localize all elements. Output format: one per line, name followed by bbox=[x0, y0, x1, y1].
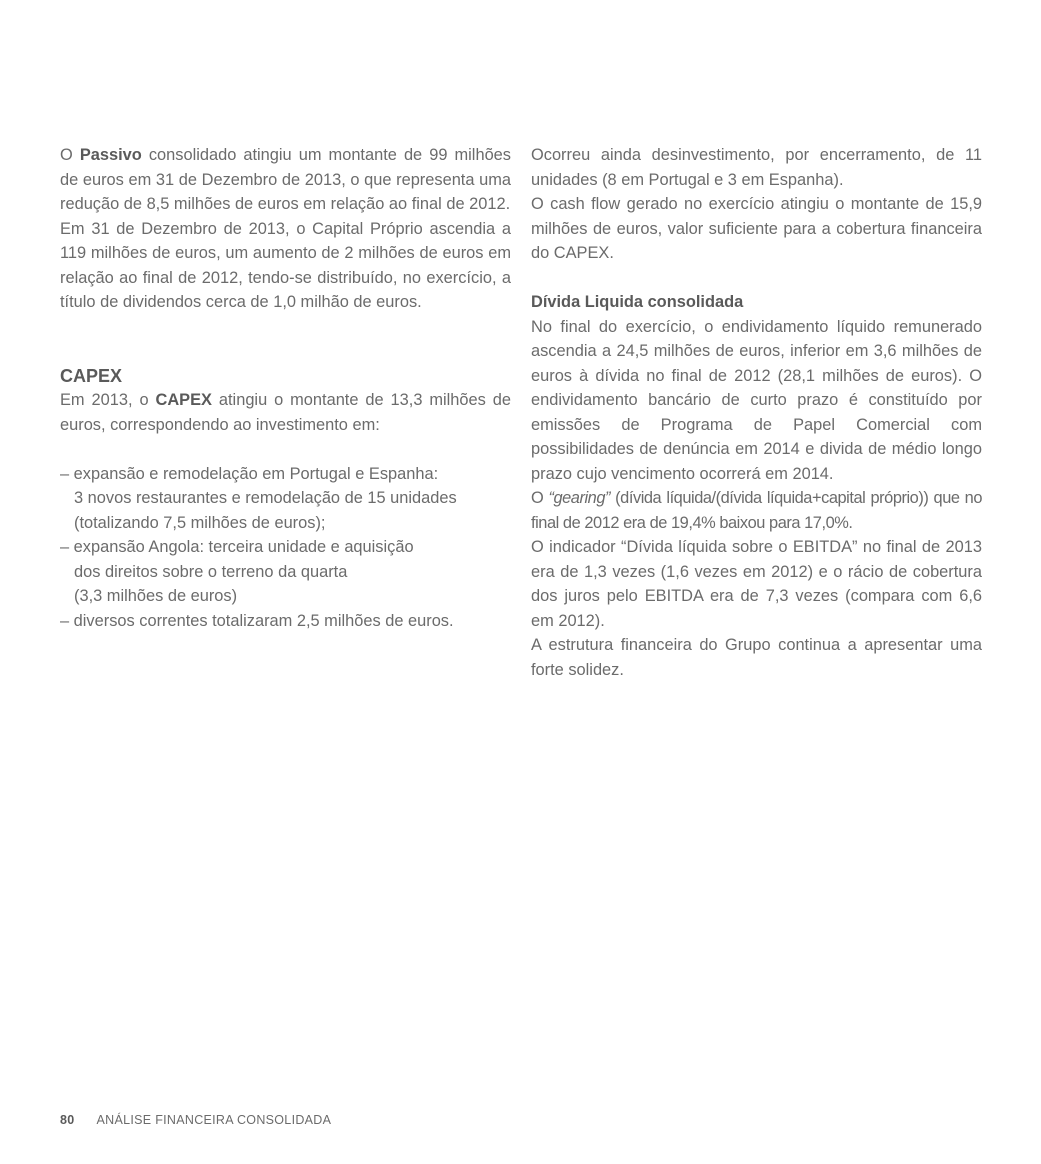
section-title: ANÁLISE FINANCEIRA CONSOLIDADA bbox=[96, 1113, 332, 1127]
left-column bbox=[60, 143, 511, 633]
ebitda-paragraph: O indicador “Dívida líquida sobre o EBITDA” no final de 2013 era de 1,3 vezes (1,6 vezes em 2012) e o rácio de cobertura dos juros pelo EBITDA era de 7,3 vezes (compara com 6,6 em 2012). bbox=[531, 538, 982, 630]
right-column bbox=[531, 143, 982, 682]
cash-flow-paragraph: O cash flow gerado no exercício atingiu o montante de 15,9 milhões de euros, valor suficiente para a cobertura financeira do CAPEX. bbox=[531, 195, 982, 262]
capex-paragraph: Em 2013, o CAPEX atingiu o montante de 13,3 milhões de euros, correspondendo ao investimento em: bbox=[60, 391, 511, 434]
endividamento-paragraph: No final do exercício, o endividamento líquido remunerado ascendia a 24,5 milhões de euros, inferior em 3,6 milhões de euros à dívida no final de 2012 (28,1 milhões de euros). O endividamento bancário de curto prazo é constituído por emissões de Programa de Papel Comercial com possibilidades de denúncia em 2014 e divida de médio longo prazo cujo vencimento ocorrerá em 2014. bbox=[531, 317, 982, 483]
gearing-paragraph: O “gearing” (dívida líquida/(dívida líquida+capital próprio)) que no final de 2012 era de 19,4% baixou para 17,0%. bbox=[531, 489, 983, 532]
passivo-paragraph: O Passivo consolidado atingiu um montante de 99 milhões de euros em 31 de Dezembro de 2013, o que representa uma redução de 8,5 milhões de euros em relação ao final de 2012. bbox=[60, 146, 511, 213]
divida-heading: Dívida Liquida consolidada bbox=[531, 293, 744, 311]
investment-list bbox=[60, 462, 511, 634]
solidez-paragraph: A estrutura financeira do Grupo continua a apresentar uma forte solidez. bbox=[531, 636, 982, 679]
capital-proprio-paragraph: Em 31 de Dezembro de 2013, o Capital Próprio ascendia a 119 milhões de euros, um aumento de 2 milhões de euros em relação ao final de 2012, tendo-se distribuído, no exercício, a título de dividendos cerca de 1,0 milhão de euros. bbox=[60, 219, 511, 311]
list-item: – diversos correntes totalizaram 2,5 milhões de euros. bbox=[60, 611, 454, 630]
list-item: – expansão e remodelação em Portugal e Espanha: 3 novos restaurantes e remodelação de 15 unidades (totalizando 7,5 milhões de euros); bbox=[60, 464, 457, 532]
gearing-italic: “gearing” bbox=[548, 489, 611, 507]
capex-bold: CAPEX bbox=[155, 391, 212, 409]
passivo-bold: Passivo bbox=[79, 146, 142, 164]
capex-heading: CAPEX bbox=[60, 365, 123, 386]
page-number: 80 bbox=[60, 1113, 75, 1127]
list-item: – expansão Angola: terceira unidade e aquisição dos direitos sobre o terreno da quarta (3,3 milhões de euros) bbox=[60, 538, 414, 605]
desinvestimento-paragraph: Ocorreu ainda desinvestimento, por encerramento, de 11 unidades (8 em Portugal e 3 em Espanha). bbox=[531, 146, 982, 189]
page-footer bbox=[60, 1113, 331, 1127]
